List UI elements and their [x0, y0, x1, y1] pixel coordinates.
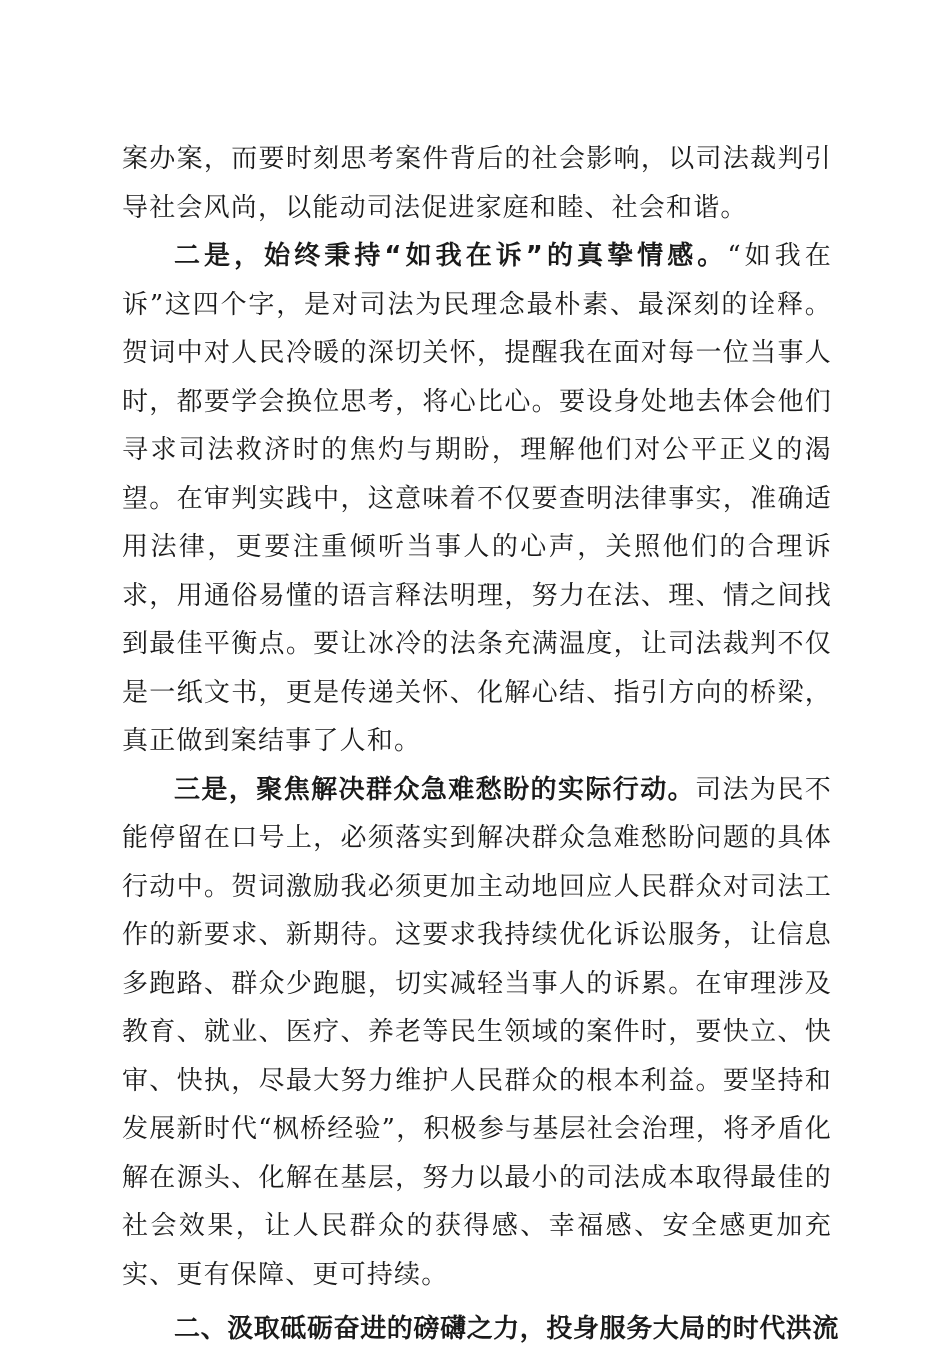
point-three-lead: 三是，聚焦解决群众急难愁盼的实际行动。 [174, 774, 696, 805]
paragraph-point-two [122, 232, 832, 766]
document-body [122, 135, 840, 1354]
point-two-lead: 二是，始终秉持“如我在诉”的真挚情感。 [174, 241, 728, 271]
point-three-body: 司法为民不能停留在口号上，必须落实到解决群众急难愁盼问题的具体行动中。贺词激励我必须更加主动地回应人民群众对司法工作的新要求、新期待。这要求我持续优化诉讼服务，让信息多跑路、群众少跑腿，切实减轻当事人的诉累。在审理涉及教育、就业、医疗、养老等民生领域的案件时，要快立、快审、快执，尽最大努力维护人民群众的根本利益。要坚持和发展新时代“枫桥经验”，积极参与基层社会治理，将矛盾化解在源头、化解在基层，努力以最小的司法成本取得最佳的社会效果，让人民群众的获得感、幸福感、安全感更加充实、更有保障、更可持续。 [122, 774, 832, 1290]
paragraph-point-three [122, 766, 832, 1300]
paragraph-continuation: 案办案，而要时刻思考案件背后的社会影响，以司法裁判引导社会风尚，以能动司法促进家庭和睦、社会和谐。 [122, 144, 832, 223]
section-heading: 二、汲取砥砺奋进的磅礴之力，投身服务大局的时代洪流 [174, 1314, 840, 1344]
point-two-body: “如我在诉”这四个字，是对司法为民理念最朴素、最深刻的诠释。贺词中对人民冷暖的深切关怀，提醒我在面对每一位当事人时，都要学会换位思考，将心比心。要设身处地去体会他们寻求司法救济时的焦灼与期盼，理解他们对公平正义的渴望。在审判实践中，这意味着不仅要查明法律事实，准确适用法律，更要注重倾听当事人的心声，关照他们的合理诉求，用通俗易懂的语言释法明理，努力在法、理、情之间找到最佳平衡点。要让冰冷的法条充满温度，让司法裁判不仅是一纸文书，更是传递关怀、化解心结、指引方向的桥梁，真正做到案结事了人和。 [122, 241, 833, 756]
